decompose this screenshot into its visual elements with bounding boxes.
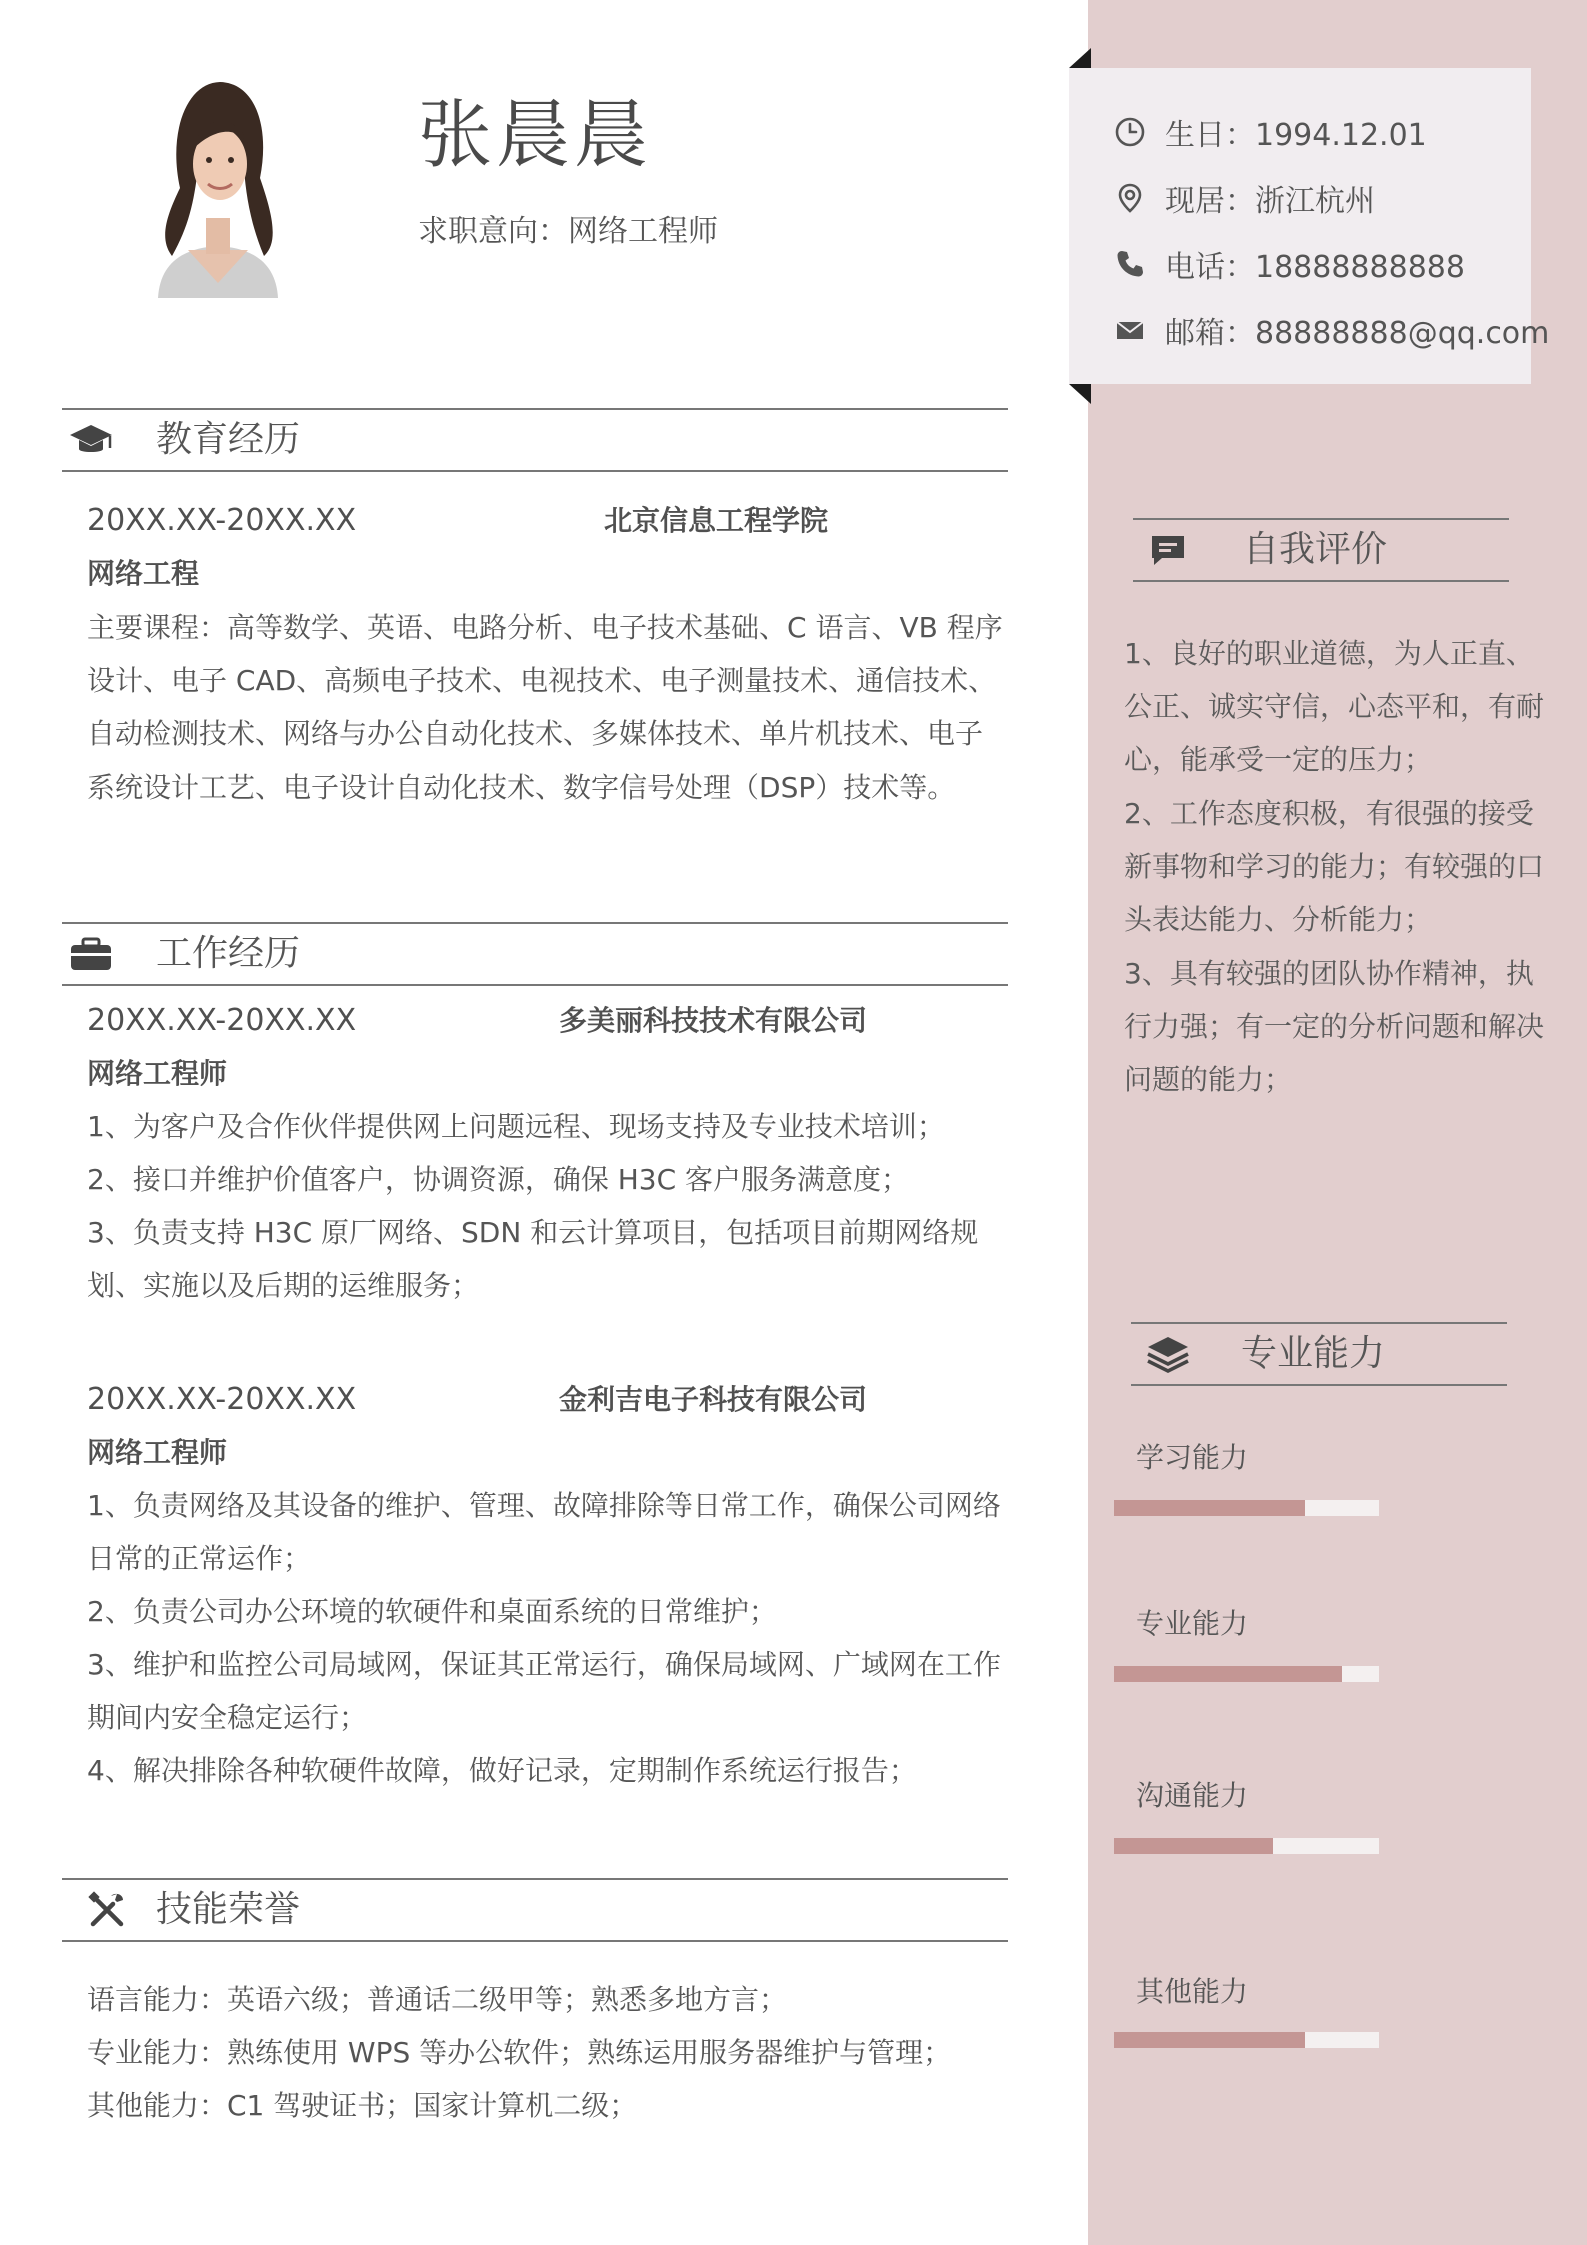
work-section-header [62,922,1008,986]
phone-icon [1113,247,1147,281]
work-job-2-date: 20XX.XX-20XX.XX [87,1382,357,1417]
self-eval-line: 问题的能力； [1124,1063,1293,1096]
work-job-1-role: 网络工程师 [87,1057,228,1090]
contact-box-fold-bottom [1069,384,1091,404]
education-section-header [62,408,1008,472]
graduation-cap-icon [68,418,114,462]
honors-line: 专业能力：熟练使用 WPS 等办公软件；熟练运用服务器维护与管理； [87,2036,952,2069]
phone-text: 电话：18888888888 [1165,250,1465,285]
honors-title: 技能荣誉 [156,1889,301,1930]
email-text: 邮箱：88888888@qq.com [1165,316,1550,351]
skill-label: 学习能力 [1136,1441,1249,1474]
layers-icon [1145,1332,1191,1376]
self-eval-line: 行力强；有一定的分析问题和解决 [1124,1010,1545,1043]
skill-bar-fill [1114,1666,1342,1682]
skills-section-header [1131,1322,1507,1386]
work-job-1-line: 2、接口并维护价值客户，协调资源，确保 H3C 客户服务满意度； [87,1163,910,1196]
work-job-2-line: 4、解决排除各种软硬件故障，做好记录，定期制作系统运行报告； [87,1754,917,1787]
clock-icon [1113,115,1147,149]
self-eval-section-header [1133,518,1509,582]
self-eval-title: 自我评价 [1243,529,1388,570]
comment-icon [1145,528,1191,572]
work-job-2-line: 期间内安全稳定运行； [87,1701,368,1734]
tools-icon [84,1888,130,1932]
work-title: 工作经历 [156,933,301,974]
work-job-2-line: 2、负责公司办公环境的软硬件和桌面系统的日常维护； [87,1595,777,1628]
education-course-line: 设计、电子 CAD、高频电子技术、电视技术、电子测量技术、通信技术、 [87,664,997,697]
skills-title: 专业能力 [1241,1333,1386,1374]
work-job-1-line: 划、实施以及后期的运维服务； [87,1269,480,1302]
work-job-1-date: 20XX.XX-20XX.XX [87,1003,357,1038]
education-date: 20XX.XX-20XX.XX [87,503,357,538]
honors-line: 语言能力：英语六级；普通话二级甲等；熟悉多地方言； [87,1983,788,2016]
honors-line: 其他能力：C1 驾驶证书；国家计算机二级； [87,2089,638,2122]
contact-phone [1113,244,1465,284]
contact-residence [1113,178,1375,218]
work-job-2-line: 1、负责网络及其设备的维护、管理、故障排除等日常工作，确保公司网络 [87,1489,1001,1522]
skill-bar-fill [1114,2032,1305,2048]
job-intent [418,210,718,254]
self-eval-line: 头表达能力、分析能力； [1124,903,1433,936]
self-eval-line: 公正、诚实守信，心态平和，有耐 [1124,690,1545,723]
education-course-line: 系统设计工艺、电子设计自动化技术、数字信号处理（DSP）技术等。 [87,771,956,804]
contact-birthday [1113,112,1427,152]
work-job-2-line: 日常的正常运作； [87,1542,312,1575]
job-intent-value: 网络工程师 [568,214,718,249]
birthday-text: 生日：1994.12.01 [1165,118,1427,153]
skill-bar-track [1114,1838,1379,1854]
profile-photo [128,78,308,298]
work-job-2-company: 金利吉电子科技有限公司 [559,1383,868,1416]
contact-email [1113,310,1549,350]
residence-text: 现居：浙江杭州 [1165,184,1375,219]
skill-bar-fill [1114,1500,1305,1516]
skill-bar-track [1114,1500,1379,1516]
self-eval-line: 1、良好的职业道德，为人正直、 [1124,637,1534,670]
education-course-line: 主要课程：高等数学、英语、电路分析、电子技术基础、C 语言、VB 程序 [87,611,1003,644]
work-job-1-company: 多美丽科技技术有限公司 [559,1004,868,1037]
education-course-line: 自动检测技术、网络与办公自动化技术、多媒体技术、单片机技术、电子 [87,717,984,750]
skill-label: 沟通能力 [1136,1779,1249,1812]
job-intent-label: 求职意向： [418,214,568,249]
skill-bar-track [1114,2032,1379,2048]
honors-section-header [62,1878,1008,1942]
work-job-2-role: 网络工程师 [87,1436,228,1469]
work-job-1-line: 3、负责支持 H3C 原厂网络、SDN 和云计算项目，包括项目前期网络规 [87,1216,979,1249]
location-pin-icon [1113,181,1147,215]
self-eval-line: 2、工作态度积极，有很强的接受 [1124,797,1534,830]
work-job-1-line: 1、为客户及合作伙伴提供网上问题远程、现场支持及专业技术培训； [87,1110,945,1143]
envelope-icon [1113,313,1147,347]
education-major: 网络工程 [87,557,200,590]
self-eval-line: 新事物和学习的能力；有较强的口 [1124,850,1545,883]
contact-box-fold-top [1069,48,1091,68]
candidate-name: 张晨晨 [418,92,652,178]
skill-bar-fill [1114,1838,1273,1854]
self-eval-line: 心，能承受一定的压力； [1124,743,1433,776]
skill-label: 专业能力 [1136,1607,1249,1640]
briefcase-icon [68,932,114,976]
education-school: 北京信息工程学院 [604,504,829,537]
skill-bar-track [1114,1666,1379,1682]
work-job-2-line: 3、维护和监控公司局域网，保证其正常运行，确保局域网、广域网在工作 [87,1648,1001,1681]
self-eval-line: 3、具有较强的团队协作精神，执 [1124,957,1534,990]
skill-label: 其他能力 [1136,1975,1249,2008]
education-title: 教育经历 [156,419,301,460]
